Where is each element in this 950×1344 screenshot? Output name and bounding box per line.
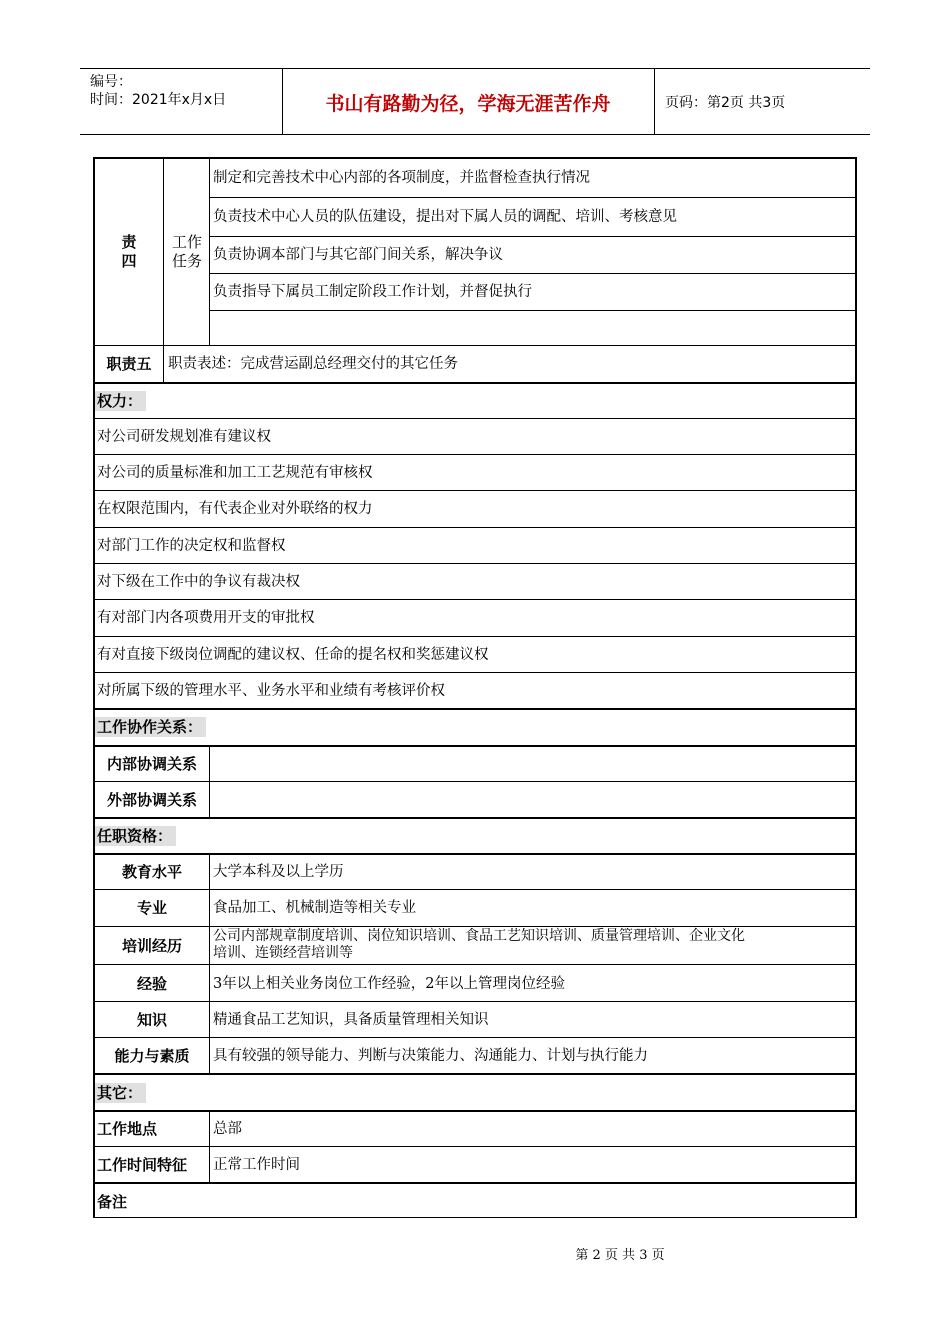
- row-rule: [93, 418, 857, 419]
- duty4-sub-label: [165, 233, 209, 271]
- qualification-title: 任职资格：: [95, 826, 176, 846]
- authority-item: 对公司的质量标准和加工工艺规范有审核权: [97, 465, 373, 481]
- major-value: 食品加工、机械制造等相关专业: [213, 900, 416, 916]
- duty4-task: 负责协调本部门与其它部门间关系，解决争议: [213, 247, 503, 263]
- header-divider: [654, 68, 655, 134]
- col-rule: [163, 157, 164, 345]
- duty4-label: [95, 233, 163, 271]
- major-label: 专业: [136, 899, 167, 917]
- authority-item: 对下级在工作中的争议有裁决权: [97, 574, 300, 590]
- experience-label: 经验: [136, 975, 167, 993]
- knowledge-label: 知识: [136, 1011, 167, 1029]
- page-footer: [0, 1247, 950, 1265]
- row-rule: [93, 1073, 857, 1075]
- row-rule: [93, 1217, 857, 1218]
- col-rule: [209, 157, 210, 345]
- row-rule: [93, 563, 857, 564]
- training-label: 培训经历: [121, 937, 182, 955]
- row-rule: [93, 672, 857, 673]
- work-time-value: 正常工作时间: [213, 1157, 300, 1173]
- header-bottom-rule: [80, 134, 870, 135]
- work-location-label: 工作地点: [97, 1120, 158, 1138]
- row-rule: [209, 310, 855, 311]
- training-value: 公司内部规章制度培训、岗位知识培训、食品工艺知识培训、质量管理培训、企业文化: [213, 928, 745, 944]
- external-coordination-label: 外部协调关系: [106, 791, 197, 809]
- duty5-label: 职责五: [106, 355, 152, 373]
- duty4-sub-label-text: 工作任务: [171, 233, 202, 270]
- row-rule: [93, 157, 857, 159]
- cooperation-title: 工作协作关系：: [95, 717, 206, 737]
- ability-value: 具有较强的领导能力、判断与决策能力、沟通能力、计划与执行能力: [213, 1048, 648, 1064]
- row-rule: [93, 527, 857, 528]
- row-rule: [93, 817, 857, 819]
- row-rule: [93, 926, 857, 927]
- row-rule: [93, 490, 857, 491]
- time-label: 时间：2021年x月x日: [90, 92, 227, 108]
- authority-item: 有对直接下级岗位调配的建议权、任命的提名权和奖惩建议权: [97, 647, 489, 663]
- training-value-cont: 培训、连锁经营培训等: [213, 945, 353, 961]
- row-rule: [93, 599, 857, 600]
- row-rule: [93, 454, 857, 455]
- row-rule: [93, 345, 857, 346]
- row-rule: [93, 745, 857, 747]
- other-title: 其它：: [95, 1083, 146, 1103]
- row-rule: [93, 964, 857, 965]
- education-label: 教育水平: [121, 863, 182, 881]
- row-rule: [93, 1037, 857, 1038]
- experience-value: 3年以上相关业务岗位工作经验，2年以上管理岗位经验: [213, 976, 565, 992]
- motto: 书山有路勤为径，学海无涯苦作舟: [325, 93, 611, 115]
- table-right-border: [855, 157, 857, 1217]
- authority-item: 在权限范围内，有代表企业对外联络的权力: [97, 501, 373, 517]
- duty4-task: 制定和完善技术中心内部的各项制度，并监督检查执行情况: [213, 170, 590, 186]
- authority-title: 权力：: [95, 391, 146, 411]
- row-rule: [93, 781, 857, 782]
- authority-item: 对公司研发规划准有建议权: [97, 429, 271, 445]
- duty4-label-text: 责四: [121, 233, 137, 270]
- ability-label: 能力与素质: [114, 1047, 190, 1065]
- knowledge-value: 精通食品工艺知识，具备质量管理相关知识: [213, 1012, 489, 1028]
- authority-item: 对部门工作的决定权和监督权: [97, 538, 286, 554]
- row-rule: [93, 1146, 857, 1147]
- work-location-value: 总部: [213, 1121, 242, 1137]
- duty4-task: 负责技术中心人员的队伍建设，提出对下属人员的调配、培训、考核意见: [213, 209, 677, 225]
- duty5-text: 职责表述：完成营运副总经理交付的其它任务: [168, 356, 458, 372]
- duty4-task: 负责指导下属员工制定阶段工作计划，并督促执行: [213, 284, 532, 300]
- authority-item: 对所属下级的管理水平、业务水平和业绩有考核评价权: [97, 683, 445, 699]
- row-rule: [93, 382, 857, 384]
- row-rule: [93, 1182, 857, 1184]
- header-top-rule: [80, 68, 870, 69]
- code-label: 编号：: [90, 74, 132, 90]
- row-rule: [93, 708, 857, 710]
- authority-item: 有对部门内各项费用开支的审批权: [97, 610, 315, 626]
- education-value: 大学本科及以上学历: [213, 864, 344, 880]
- col-rule: [163, 345, 164, 382]
- row-rule: [93, 636, 857, 637]
- work-time-label: 工作时间特征: [97, 1156, 188, 1174]
- row-rule: [93, 853, 857, 855]
- row-rule: [209, 197, 855, 198]
- row-rule: [93, 889, 857, 890]
- row-rule: [93, 1110, 857, 1112]
- row-rule: [209, 273, 855, 274]
- internal-coordination-label: 内部协调关系: [106, 755, 197, 773]
- footer-page-text: 第 2 页 共 3 页: [575, 1248, 665, 1263]
- row-rule: [209, 236, 855, 237]
- page-number-label: 页码：第2页 共3页: [665, 95, 786, 111]
- row-rule: [93, 1001, 857, 1002]
- remark-label: 备注: [97, 1193, 128, 1211]
